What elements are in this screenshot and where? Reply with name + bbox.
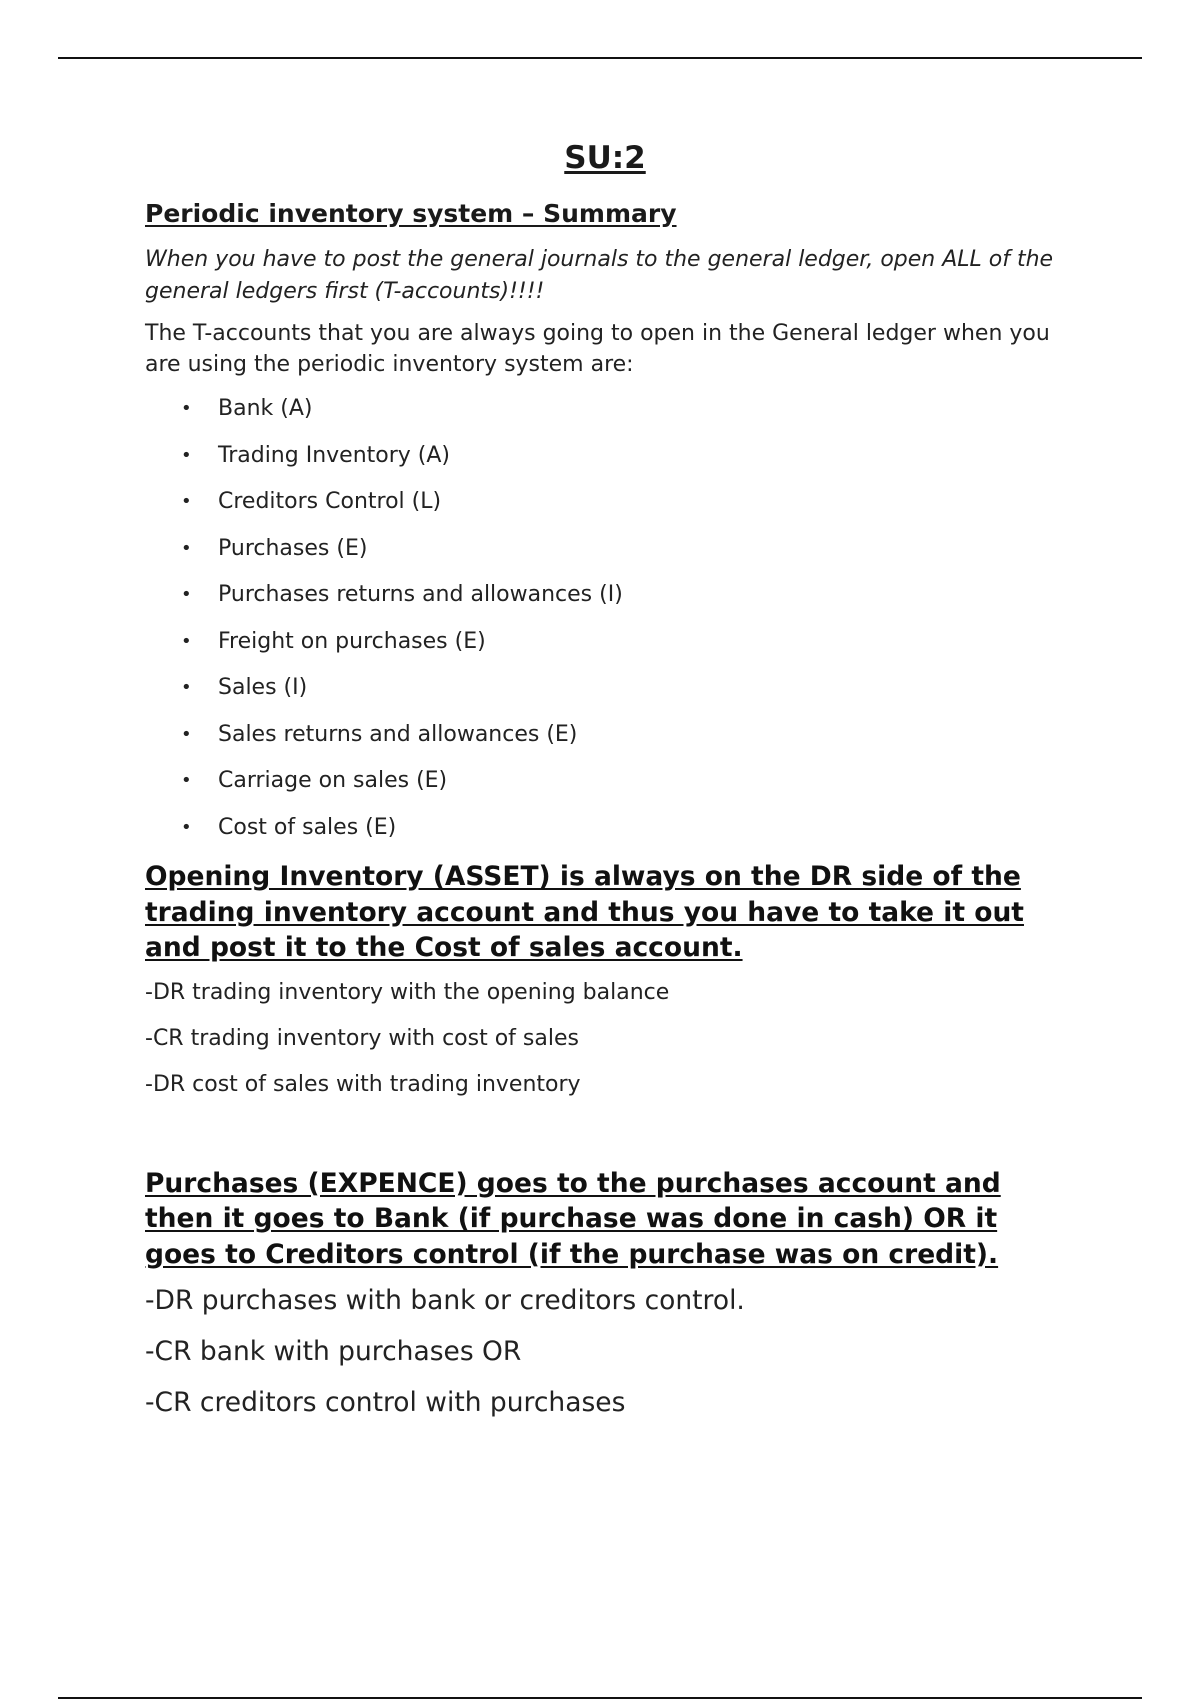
list-item [145, 813, 1065, 843]
bullet-icon: • [181, 398, 192, 419]
opening-inventory-heading: Opening Inventory (ASSET) is always on the DR side of the trading inventory account and thus you have to take it out and post it to the Cost of sales account. [145, 861, 1024, 963]
account-label: Carriage on sales (E) [218, 768, 448, 793]
account-label: Cost of sales (E) [218, 814, 397, 840]
bullet-icon: • [181, 770, 192, 791]
account-label: Freight on purchases (E) [218, 628, 486, 654]
list-item [145, 720, 1065, 750]
summary-heading: Periodic inventory system – Summary [145, 199, 677, 228]
bullet-icon: • [181, 584, 192, 605]
bullet-icon: • [181, 677, 192, 698]
opening-inventory-entry-1: -DR trading inventory with the opening balance [145, 979, 670, 1005]
page-title: SU:2 [564, 140, 646, 176]
account-label: Trading Inventory (A) [218, 442, 450, 468]
list-item [145, 487, 1065, 517]
document-body [145, 140, 1065, 1437]
bullet-icon: • [181, 630, 192, 652]
account-label: Bank (A) [218, 396, 313, 421]
intro-italic-note: When you have to post the general journals to the general ledger, open ALL of the general ledgers first (T-accounts)!!!! [145, 247, 1054, 304]
bullet-icon: • [181, 816, 192, 838]
opening-inventory-entry-2: -CR trading inventory with cost of sales [145, 1025, 579, 1051]
list-item [145, 534, 1065, 564]
purchases-entry-2: -CR bank with purchases OR [145, 1336, 522, 1367]
bullet-icon: • [181, 491, 192, 512]
list-item [145, 766, 1065, 796]
account-label: Purchases returns and allowances (I) [218, 582, 623, 607]
purchases-heading: Purchases (EXPENCE) goes to the purchases account and then it goes to Bank (if purchase was done in cash) OR it goes to Creditors control (if the purchase was on credit). [145, 1167, 1001, 1270]
page-bottom-rule [58, 1697, 1142, 1699]
section-spacer [145, 1116, 1065, 1166]
opening-inventory-entry-3: -DR cost of sales with trading inventory [145, 1071, 581, 1097]
purchases-entry-3: -CR creditors control with purchases [145, 1387, 626, 1418]
intro-paragraph: The T-accounts that you are always going to open in the General ledger when you are using the periodic inventory system are: [145, 321, 1050, 377]
bullet-icon: • [181, 723, 192, 745]
account-label: Purchases (E) [218, 535, 368, 561]
bullet-icon: • [181, 537, 192, 559]
list-item [145, 580, 1065, 610]
list-item [145, 394, 1065, 424]
bullet-icon: • [181, 444, 192, 466]
list-item [145, 627, 1065, 657]
account-label: Creditors Control (L) [218, 489, 442, 514]
account-label: Sales returns and allowances (E) [218, 721, 578, 747]
list-item [145, 441, 1065, 471]
list-item [145, 673, 1065, 703]
page-top-rule [58, 57, 1142, 59]
account-label: Sales (I) [218, 675, 308, 700]
t-accounts-list [145, 394, 1065, 843]
purchases-entry-1: -DR purchases with bank or creditors control. [145, 1285, 745, 1316]
